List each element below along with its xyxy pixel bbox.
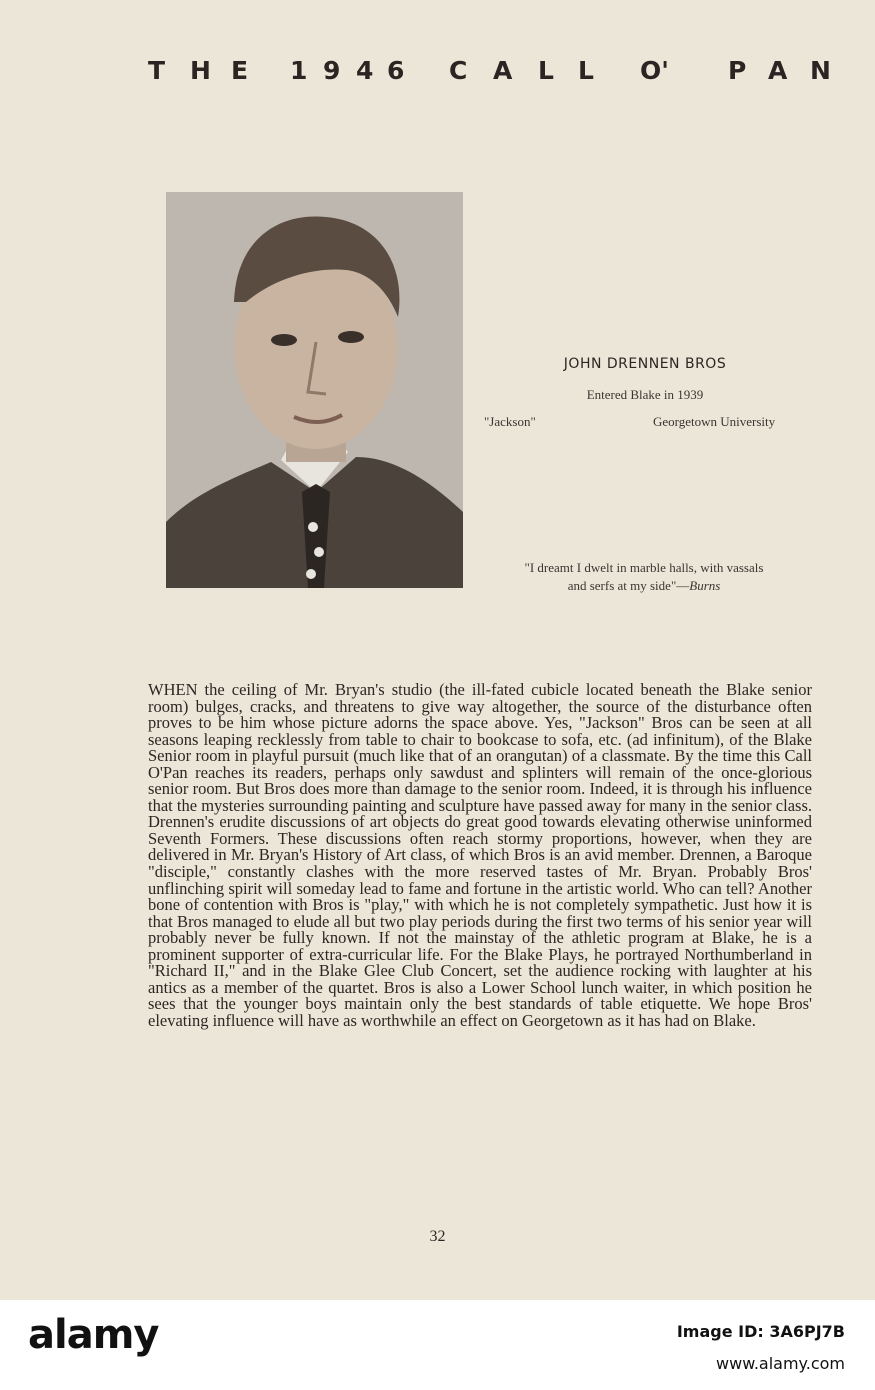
header-letter: O' xyxy=(640,56,669,85)
student-nickname: "Jackson" xyxy=(484,414,536,429)
student-name: JOHN DRENNEN BROS xyxy=(563,356,727,372)
header-letter: A xyxy=(493,56,513,85)
stock-url: www.alamy.com xyxy=(716,1354,845,1373)
quote-line-1: "I dreamt I dwelt in marble halls, with vassals xyxy=(524,560,764,575)
header-letter: L xyxy=(538,56,554,85)
biography-paragraph: WHEN the ceiling of Mr. Bryan's studio (the ill-fated cubicle located beneath the Blake senior room) bulges, cracks, and threatens to give way altogether, the source of the disturbance often proves to be him whose picture adorns the space above. Yes, "Jackson" Bros can be seen at all seasons leaping recklessly from table to chair to bookcase to sofa, etc. (ad infinitum), of the Blake Senior room in playful pursuit (much like that of an orangutan) of a classmate. By the time this Call O'Pan reaches its readers, perhaps only sawdust and splinters will remain of the once-glorious senior room. But Bros does more than damage to the senior room. Indeed, it is through his influence that the mysteries surrounding painting and sculpture have passed away for many in the senior class. Drennen's erudite discussions of art objects do great good towards elevating otherwise uninformed Seventh Formers. These discussions often reach stormy proportions, however, when they are delivered in Mr. Bryan's History of Art class, of which Bros is an avid member. Drennen, a Baroque "disciple," constantly clashes with the more reserved tastes of Mr. Bryan. Probably Bros' unflinching spirit will someday lead to fame and fortune in the artistic world. Who can tell? Another bone of contention with Bros is "play," with which he is not completely sympathetic. Just how it is that Bros managed to elude all but two play periods during the first two terms of his senior year will probably never be fully known. If not the mainstay of the athletic program at Blake, he is a prominent supporter of extra-curricular life. For the Blake Plays, he portrayed Northumberland in "Richard II," and in the Blake Glee Club Concert, set the audience rocking with laughter at his antics as a member of the quartet. Bros is also a Lower School lunch waiter, in which position he sees that the younger boys maintain only the best standards of table etiquette. We hope Bros' elevating influence will have as worthwhile an effect on Georgetown as it has had on Blake. xyxy=(148,680,812,1030)
header-letter: 6 xyxy=(387,56,405,85)
image-id: Image ID: 3A6PJ7B xyxy=(676,1322,845,1341)
header-letter: H xyxy=(190,56,211,85)
header-letter: P xyxy=(728,56,747,85)
header-letter: L xyxy=(578,56,594,85)
header-letter: E xyxy=(231,56,249,85)
header-letter: T xyxy=(148,56,166,85)
header-letter: 9 xyxy=(323,56,341,85)
portrait-photo xyxy=(166,192,463,588)
header-letter: 4 xyxy=(356,56,374,85)
portrait-illustration xyxy=(166,192,463,588)
quote-line-2 xyxy=(474,577,814,595)
page-number: 32 xyxy=(429,1228,446,1245)
quote-line-2-text: and serfs at my side"— xyxy=(567,578,690,593)
header-letter: N xyxy=(810,56,831,85)
header-letter: 1 xyxy=(290,56,308,85)
header-letter: A xyxy=(768,56,788,85)
page-header xyxy=(148,56,838,88)
header-letter: C xyxy=(449,56,468,85)
student-college: Georgetown University xyxy=(653,414,776,429)
entered-year: Entered Blake in 1939 xyxy=(586,387,704,402)
student-quote xyxy=(474,559,814,595)
quote-author: Burns xyxy=(689,578,721,593)
stock-logo: alamy xyxy=(28,1312,159,1358)
